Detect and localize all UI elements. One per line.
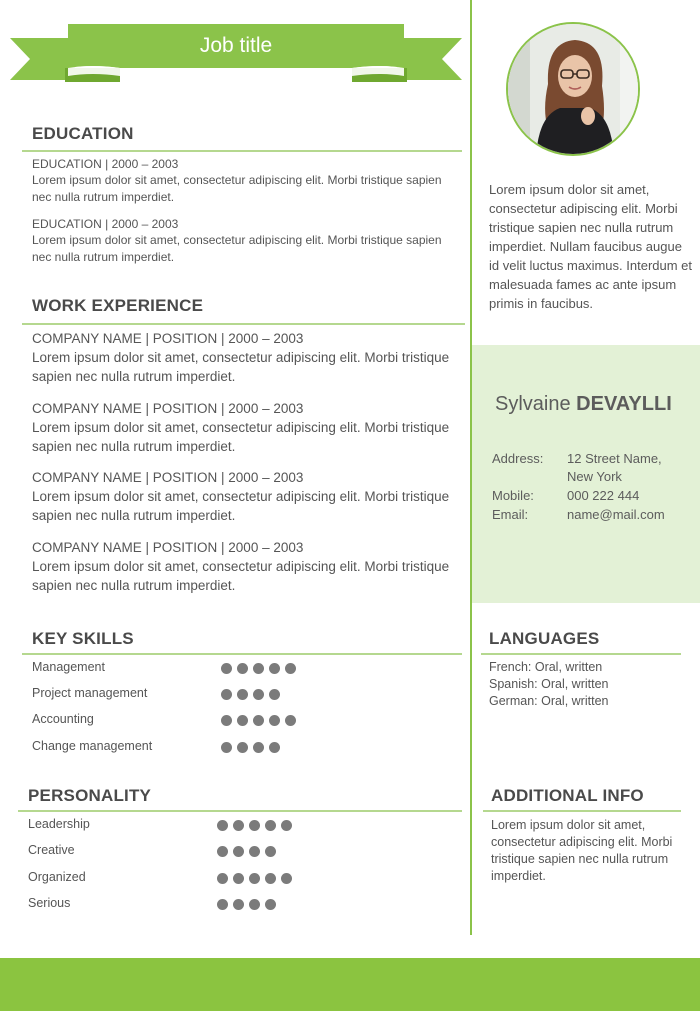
personality-row (28, 896, 308, 916)
mobile-value: 000 222 444 (567, 488, 640, 503)
work-rule (22, 323, 465, 325)
rating-dot (221, 689, 232, 700)
rating-dot (285, 715, 296, 726)
rating-dot (221, 742, 232, 753)
work-entry (32, 538, 457, 595)
rating-dot (237, 742, 248, 753)
footer-bar (0, 958, 700, 1011)
education-entry-head: EDUCATION | 2000 – 2003 (32, 217, 179, 231)
work-heading: WORK EXPERIENCE (32, 296, 204, 315)
rating-dot (281, 873, 292, 884)
address-line-1: 12 Street Name, (567, 451, 662, 466)
mobile-label: Mobile: (492, 488, 534, 503)
rating-dot (281, 820, 292, 831)
rating-dot (285, 663, 296, 674)
rating-dot (237, 715, 248, 726)
skills-heading: KEY SKILLS (32, 629, 134, 648)
rating-dot (217, 846, 228, 857)
personality-row (28, 817, 308, 837)
rating-dot (217, 820, 228, 831)
skill-rating (221, 663, 296, 674)
work-entry-head: COMPANY NAME | POSITION | 2000 – 2003 (32, 540, 304, 555)
additional-info-rule (483, 810, 681, 812)
rating-dot (265, 846, 276, 857)
personality-heading: PERSONALITY (28, 786, 152, 805)
last-name: DEVAYLLI (576, 393, 672, 415)
work-entry-head: COMPANY NAME | POSITION | 2000 – 2003 (32, 331, 304, 346)
skill-row (32, 686, 312, 706)
personality-label: Creative (28, 843, 75, 857)
person-name (495, 393, 672, 416)
first-name: Sylvaine (495, 393, 571, 415)
skill-rating (221, 742, 280, 753)
personality-rule (18, 810, 462, 812)
rating-dot (237, 689, 248, 700)
rating-dot (233, 846, 244, 857)
rating-dot (217, 873, 228, 884)
rating-dot (249, 873, 260, 884)
personality-row (28, 843, 308, 863)
skills-rule (22, 653, 462, 655)
contact-panel (472, 345, 700, 603)
work-entry (32, 329, 457, 386)
rating-dot (237, 663, 248, 674)
education-entry-desc: Lorem ipsum dolor sit amet, consectetur adipiscing elit. Morbi tristique sapien nec nulla rutrum imperdiet. (32, 233, 442, 264)
languages-heading: LANGUAGES (489, 629, 600, 648)
education-entry (32, 216, 457, 266)
languages-rule (481, 653, 681, 655)
skill-label: Change management (32, 739, 153, 753)
work-entry (32, 468, 457, 525)
work-entry-head: COMPANY NAME | POSITION | 2000 – 2003 (32, 401, 304, 416)
rating-dot (233, 820, 244, 831)
additional-info-text: Lorem ipsum dolor sit amet, consectetur adipiscing elit. Morbi tristique sapien nec nulla rutrum imperdiet. (491, 818, 673, 883)
language-item: German: Oral, written (489, 694, 609, 708)
rating-dot (269, 742, 280, 753)
personality-row (28, 870, 308, 890)
work-entry-head: COMPANY NAME | POSITION | 2000 – 2003 (32, 470, 304, 485)
rating-dot (253, 742, 264, 753)
profile-photo (506, 22, 640, 156)
personality-rating (217, 846, 276, 857)
skill-label: Accounting (32, 712, 94, 726)
job-title-ribbon (10, 18, 462, 88)
rating-dot (269, 689, 280, 700)
rating-dot (265, 873, 276, 884)
personality-label: Serious (28, 896, 71, 910)
address-label: Address: (492, 451, 544, 466)
rating-dot (253, 715, 264, 726)
education-entry-desc: Lorem ipsum dolor sit amet, consectetur adipiscing elit. Morbi tristique sapien nec nulla rutrum imperdiet. (32, 173, 442, 204)
rating-dot (221, 715, 232, 726)
language-item: French: Oral, written (489, 660, 603, 674)
rating-dot (249, 820, 260, 831)
personality-rating (217, 820, 292, 831)
rating-dot (253, 663, 264, 674)
work-entry (32, 399, 457, 456)
address-line-2: New York (567, 469, 622, 484)
skill-label: Project management (32, 686, 148, 700)
personality-rating (217, 873, 292, 884)
rating-dot (233, 899, 244, 910)
rating-dot (269, 715, 280, 726)
rating-dot (217, 899, 228, 910)
rating-dot (265, 820, 276, 831)
rating-dot (265, 899, 276, 910)
rating-dot (253, 689, 264, 700)
work-entry-desc: Lorem ipsum dolor sit amet, consectetur adipiscing elit. Morbi tristique sapien nec nulla rutrum imperdiet. (32, 559, 450, 593)
rating-dot (249, 846, 260, 857)
education-rule (22, 150, 462, 152)
education-entry-head: EDUCATION | 2000 – 2003 (32, 157, 179, 171)
rating-dot (221, 663, 232, 674)
job-title: Job title (199, 34, 273, 57)
rating-dot (269, 663, 280, 674)
skill-label: Management (32, 660, 105, 674)
rating-dot (233, 873, 244, 884)
personality-label: Organized (28, 870, 86, 884)
education-heading: EDUCATION (32, 124, 134, 143)
skill-row (32, 660, 312, 680)
work-entry-desc: Lorem ipsum dolor sit amet, consectetur adipiscing elit. Morbi tristique sapien nec nulla rutrum imperdiet. (32, 350, 450, 384)
skill-row (32, 739, 312, 759)
language-item: Spanish: Oral, written (489, 677, 609, 691)
skill-rating (221, 689, 280, 700)
email-label: Email: (492, 507, 529, 522)
address-value (567, 450, 662, 486)
skill-rating (221, 715, 296, 726)
education-entry (32, 156, 457, 206)
rating-dot (249, 899, 260, 910)
skill-row (32, 712, 312, 732)
work-entry-desc: Lorem ipsum dolor sit amet, consectetur adipiscing elit. Morbi tristique sapien nec nulla rutrum imperdiet. (32, 420, 450, 454)
personality-rating (217, 899, 276, 910)
additional-info-heading: ADDITIONAL INFO (491, 786, 644, 805)
profile-summary: Lorem ipsum dolor sit amet, consectetur adipiscing elit. Morbi tristique sapien nec nulla rutrum imperdiet. Nullam faucibus augue id velit luctus maximus. Interdum et malesuada fames ac ante ipsum primis in faucibus. (489, 182, 693, 311)
email-value[interactable]: name@mail.com (567, 507, 665, 522)
personality-label: Leadership (28, 817, 90, 831)
person-portrait-icon (508, 24, 640, 156)
work-entry-desc: Lorem ipsum dolor sit amet, consectetur adipiscing elit. Morbi tristique sapien nec nulla rutrum imperdiet. (32, 489, 450, 523)
